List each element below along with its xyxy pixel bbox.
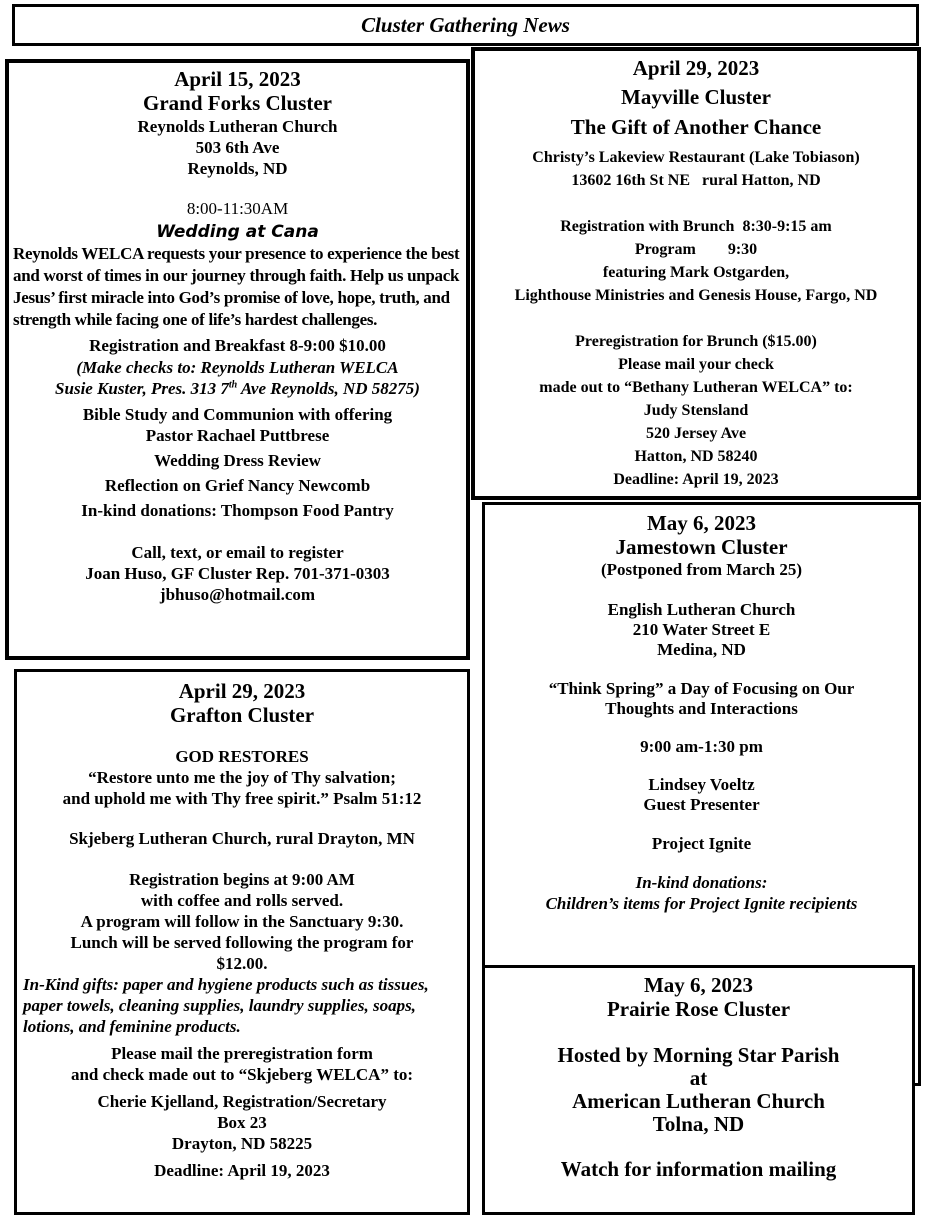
contact-street: 520 Jersey Ave: [645, 425, 747, 442]
inkind-donations: In-kind donations: Thompson Food Pantry: [81, 501, 394, 520]
church-city: Tolna, ND: [652, 1112, 745, 1136]
bible-study: Bible Study and Communion with offering: [82, 405, 393, 424]
inkind-label: In-kind donations:: [635, 873, 768, 892]
inkind-items: Children’s items for Project Ignite recipients: [545, 894, 858, 913]
church-address: 210 Water Street E: [632, 620, 771, 639]
pastor-name: Pastor Rachael Puttbrese: [145, 426, 330, 445]
lunch-line1: Lunch will be served following the program for: [70, 933, 414, 952]
event-time: 8:00-11:30AM: [186, 199, 289, 218]
lunch-line2: $12.00.: [216, 954, 268, 973]
mail-check: Please mail your check: [618, 356, 774, 373]
hosted-by: Hosted by Morning Star Parish: [557, 1043, 840, 1067]
checks-superscript: th: [228, 379, 238, 391]
cluster-name: Jamestown Cluster: [615, 535, 788, 559]
checks-line2-end: Ave Reynolds, ND 58275): [237, 379, 420, 398]
event-theme: GOD RESTORES: [175, 747, 309, 766]
grafton-cluster-box: [14, 669, 470, 1215]
mail-line2: and check made out to “Skjeberg WELCA” to:: [70, 1065, 414, 1084]
cluster-name: Prairie Rose Cluster: [606, 997, 791, 1021]
contact-name: Cherie Kjelland, Registration/Secretary: [97, 1092, 387, 1111]
event-date: May 6, 2023: [643, 973, 754, 997]
inkind-gifts: In-Kind gifts: paper and hygiene products such as tissues, paper towels, cleaning supplies, laundry supplies, soaps, lotions, and feminine products.: [23, 975, 429, 1036]
register-call: Call, text, or email to register: [131, 543, 344, 562]
church-name: English Lutheran Church: [607, 600, 796, 619]
event-date: April 29, 2023: [178, 679, 306, 703]
theme-line1: “Think Spring” a Day of Focusing on Our: [548, 679, 855, 698]
checks-payable-line2: [9, 378, 466, 399]
watch-mailing: Watch for information mailing: [560, 1157, 837, 1181]
registration-line2: with coffee and rolls served.: [140, 891, 344, 910]
contact-box: Box 23: [217, 1113, 267, 1132]
venue-address: 13602 16th St NE rural Hatton, ND: [571, 172, 821, 189]
program-info: A program will follow in the Sanctuary 9:30.: [80, 912, 404, 931]
cluster-name: Mayville Cluster: [621, 85, 771, 109]
verse-line1: “Restore unto me the joy of Thy salvation;: [88, 768, 396, 787]
event-date: April 15, 2023: [174, 67, 301, 91]
preregistration: Preregistration for Brunch ($15.00): [575, 333, 817, 350]
event-theme: The Gift of Another Chance: [570, 115, 822, 139]
church-city: Medina, ND: [657, 640, 746, 659]
prairie-rose-cluster-box: [482, 965, 915, 1215]
program-time: Program 9:30: [634, 241, 758, 258]
presenter-name: Lindsey Voeltz: [648, 775, 755, 794]
cluster-name: Grand Forks Cluster: [143, 91, 332, 115]
deadline: Deadline: April 19, 2023: [613, 471, 779, 488]
cluster-name: Grafton Cluster: [169, 703, 315, 727]
event-date: April 29, 2023: [632, 56, 760, 80]
grief-reflection: Reflection on Grief Nancy Newcomb: [104, 476, 371, 495]
church-name: Skjeberg Lutheran Church, rural Drayton, MN: [69, 829, 415, 848]
mayville-cluster-box: [471, 47, 921, 500]
event-theme: Wedding at Cana: [156, 222, 319, 242]
at-word: at: [689, 1066, 708, 1090]
grand-forks-cluster-box: [5, 59, 470, 660]
presenter-role: Guest Presenter: [643, 795, 760, 814]
registration-info: Registration with Brunch 8:30-9:15 am: [560, 218, 832, 235]
dress-review: Wedding Dress Review: [154, 451, 321, 470]
theme-line2: Thoughts and Interactions: [605, 699, 798, 718]
event-date: May 6, 2023: [646, 511, 757, 535]
event-description: Reynolds WELCA requests your presence to experience the best and worst of times in our journey through faith. Help us unpack Jesus’ first miracle into God’s promise of love, hope, truth, and strength while facing one of life’s hardest challenges.: [13, 244, 460, 329]
checks-payable-line1: (Make checks to: Reynolds Lutheran WELCA: [76, 358, 399, 377]
header-banner: [12, 4, 919, 46]
speaker-organization: Lighthouse Ministries and Genesis House, Fargo, ND: [514, 287, 878, 304]
contact-city: Drayton, ND 58225: [171, 1134, 313, 1153]
contact-name: Judy Stensland: [643, 402, 749, 419]
contact-city: Hatton, ND 58240: [634, 448, 758, 465]
venue-name: Christy’s Lakeview Restaurant (Lake Tobiason): [532, 149, 860, 166]
church-name: Reynolds Lutheran Church: [137, 117, 338, 136]
registration-info: Registration and Breakfast 8-9:00 $10.00: [89, 336, 386, 355]
featuring-speaker: featuring Mark Ostgarden,: [602, 264, 790, 281]
register-email: jbhuso@hotmail.com: [159, 585, 316, 604]
church-city: Reynolds, ND: [187, 159, 288, 178]
registration-line1: Registration begins at 9:00 AM: [129, 870, 355, 889]
verse-line2: and uphold me with Thy free spirit.” Psalm 51:12: [62, 789, 422, 808]
register-contact: Joan Huso, GF Cluster Rep. 701-371-0303: [85, 564, 390, 583]
project-name: Project Ignite: [651, 834, 752, 853]
church-address: 503 6th Ave: [195, 138, 280, 157]
newsletter-title: Cluster Gathering News: [361, 13, 570, 37]
church-name: American Lutheran Church: [572, 1089, 825, 1113]
event-time: 9:00 am-1:30 pm: [640, 737, 763, 756]
mail-line1: Please mail the preregistration form: [111, 1044, 373, 1063]
checks-line2-start: Susie Kuster, Pres. 313 7: [55, 379, 229, 398]
made-out-to: made out to “Bethany Lutheran WELCA” to:: [539, 379, 853, 396]
postponed-note: (Postponed from March 25): [601, 560, 802, 579]
deadline: Deadline: April 19, 2023: [154, 1161, 330, 1180]
